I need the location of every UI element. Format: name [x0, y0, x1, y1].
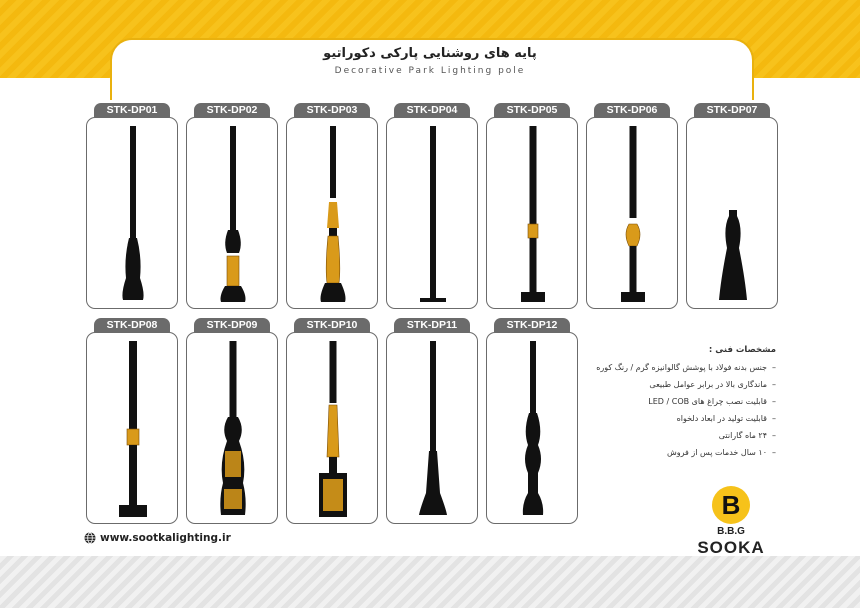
- page-title-fa: پایه های روشنایی پارکی دکوراتیو: [323, 46, 537, 61]
- product-label: STK-DP08: [94, 318, 170, 332]
- page-title-en: Decorative Park Lighting pole: [334, 66, 526, 76]
- logo-letter: B: [721, 490, 741, 520]
- product-label: STK-DP12: [494, 318, 570, 332]
- product-card-stk-dp09[interactable]: [186, 332, 278, 524]
- pole-image: [187, 118, 279, 310]
- logo-name: SOOKA: [697, 538, 765, 557]
- product-label: STK-DP06: [594, 103, 670, 117]
- pole-image: [387, 333, 479, 525]
- product-card-stk-dp10[interactable]: [286, 332, 378, 524]
- pole-image: [187, 333, 279, 525]
- product-label: STK-DP02: [194, 103, 270, 117]
- pole-image: [87, 118, 179, 310]
- pole-image: [387, 118, 479, 310]
- product-card-stk-dp03[interactable]: [286, 117, 378, 309]
- spec-item: –قابلیت نصب چراغ های LED / COB: [648, 397, 776, 406]
- product-card-stk-dp04[interactable]: [386, 117, 478, 309]
- pole-image: [87, 333, 179, 525]
- product-card-stk-dp11[interactable]: [386, 332, 478, 524]
- spec-item: –قابلیت تولید در ابعاد دلخواه: [676, 414, 776, 423]
- logo-brand-line: B.B.G: [717, 526, 745, 537]
- specs-title: مشخصات فنی :: [708, 345, 776, 355]
- product-card-stk-dp02[interactable]: [186, 117, 278, 309]
- pole-image: [287, 118, 379, 310]
- pole-image: [587, 118, 679, 310]
- spec-item: –۱۰ سال خدمات پس از فروش: [666, 448, 776, 457]
- spec-item: –۲۴ ماه گارانتی: [718, 431, 776, 440]
- product-card-stk-dp08[interactable]: [86, 332, 178, 524]
- product-label: STK-DP05: [494, 103, 570, 117]
- product-card-stk-dp07[interactable]: [686, 117, 778, 309]
- product-label: STK-DP07: [694, 103, 770, 117]
- product-label: STK-DP10: [294, 318, 370, 332]
- product-card-stk-dp12[interactable]: [486, 332, 578, 524]
- website-url[interactable]: www.sootkalighting.ir: [100, 532, 231, 544]
- product-card-stk-dp05[interactable]: [486, 117, 578, 309]
- pole-image: [487, 118, 579, 310]
- website-link[interactable]: [84, 532, 231, 544]
- product-label: STK-DP09: [194, 318, 270, 332]
- product-label: STK-DP03: [294, 103, 370, 117]
- product-card-stk-dp01[interactable]: [86, 117, 178, 309]
- pole-image: [687, 118, 779, 310]
- pole-image: [487, 333, 579, 525]
- product-card-stk-dp06[interactable]: [586, 117, 678, 309]
- pole-image: [287, 333, 379, 525]
- specs-panel: [586, 345, 776, 465]
- logo-circle-icon: [712, 486, 750, 524]
- spec-item: –جنس بدنه فولاد با پوشش گالوانیزه گرم / رنگ کوره: [596, 363, 776, 372]
- product-label: STK-DP04: [394, 103, 470, 117]
- brand-logo: [690, 486, 790, 576]
- globe-icon: [84, 532, 96, 544]
- spec-item: –ماندگاری بالا در برابر عوامل طبیعی: [649, 380, 776, 389]
- product-label: STK-DP01: [94, 103, 170, 117]
- product-label: STK-DP11: [394, 318, 470, 332]
